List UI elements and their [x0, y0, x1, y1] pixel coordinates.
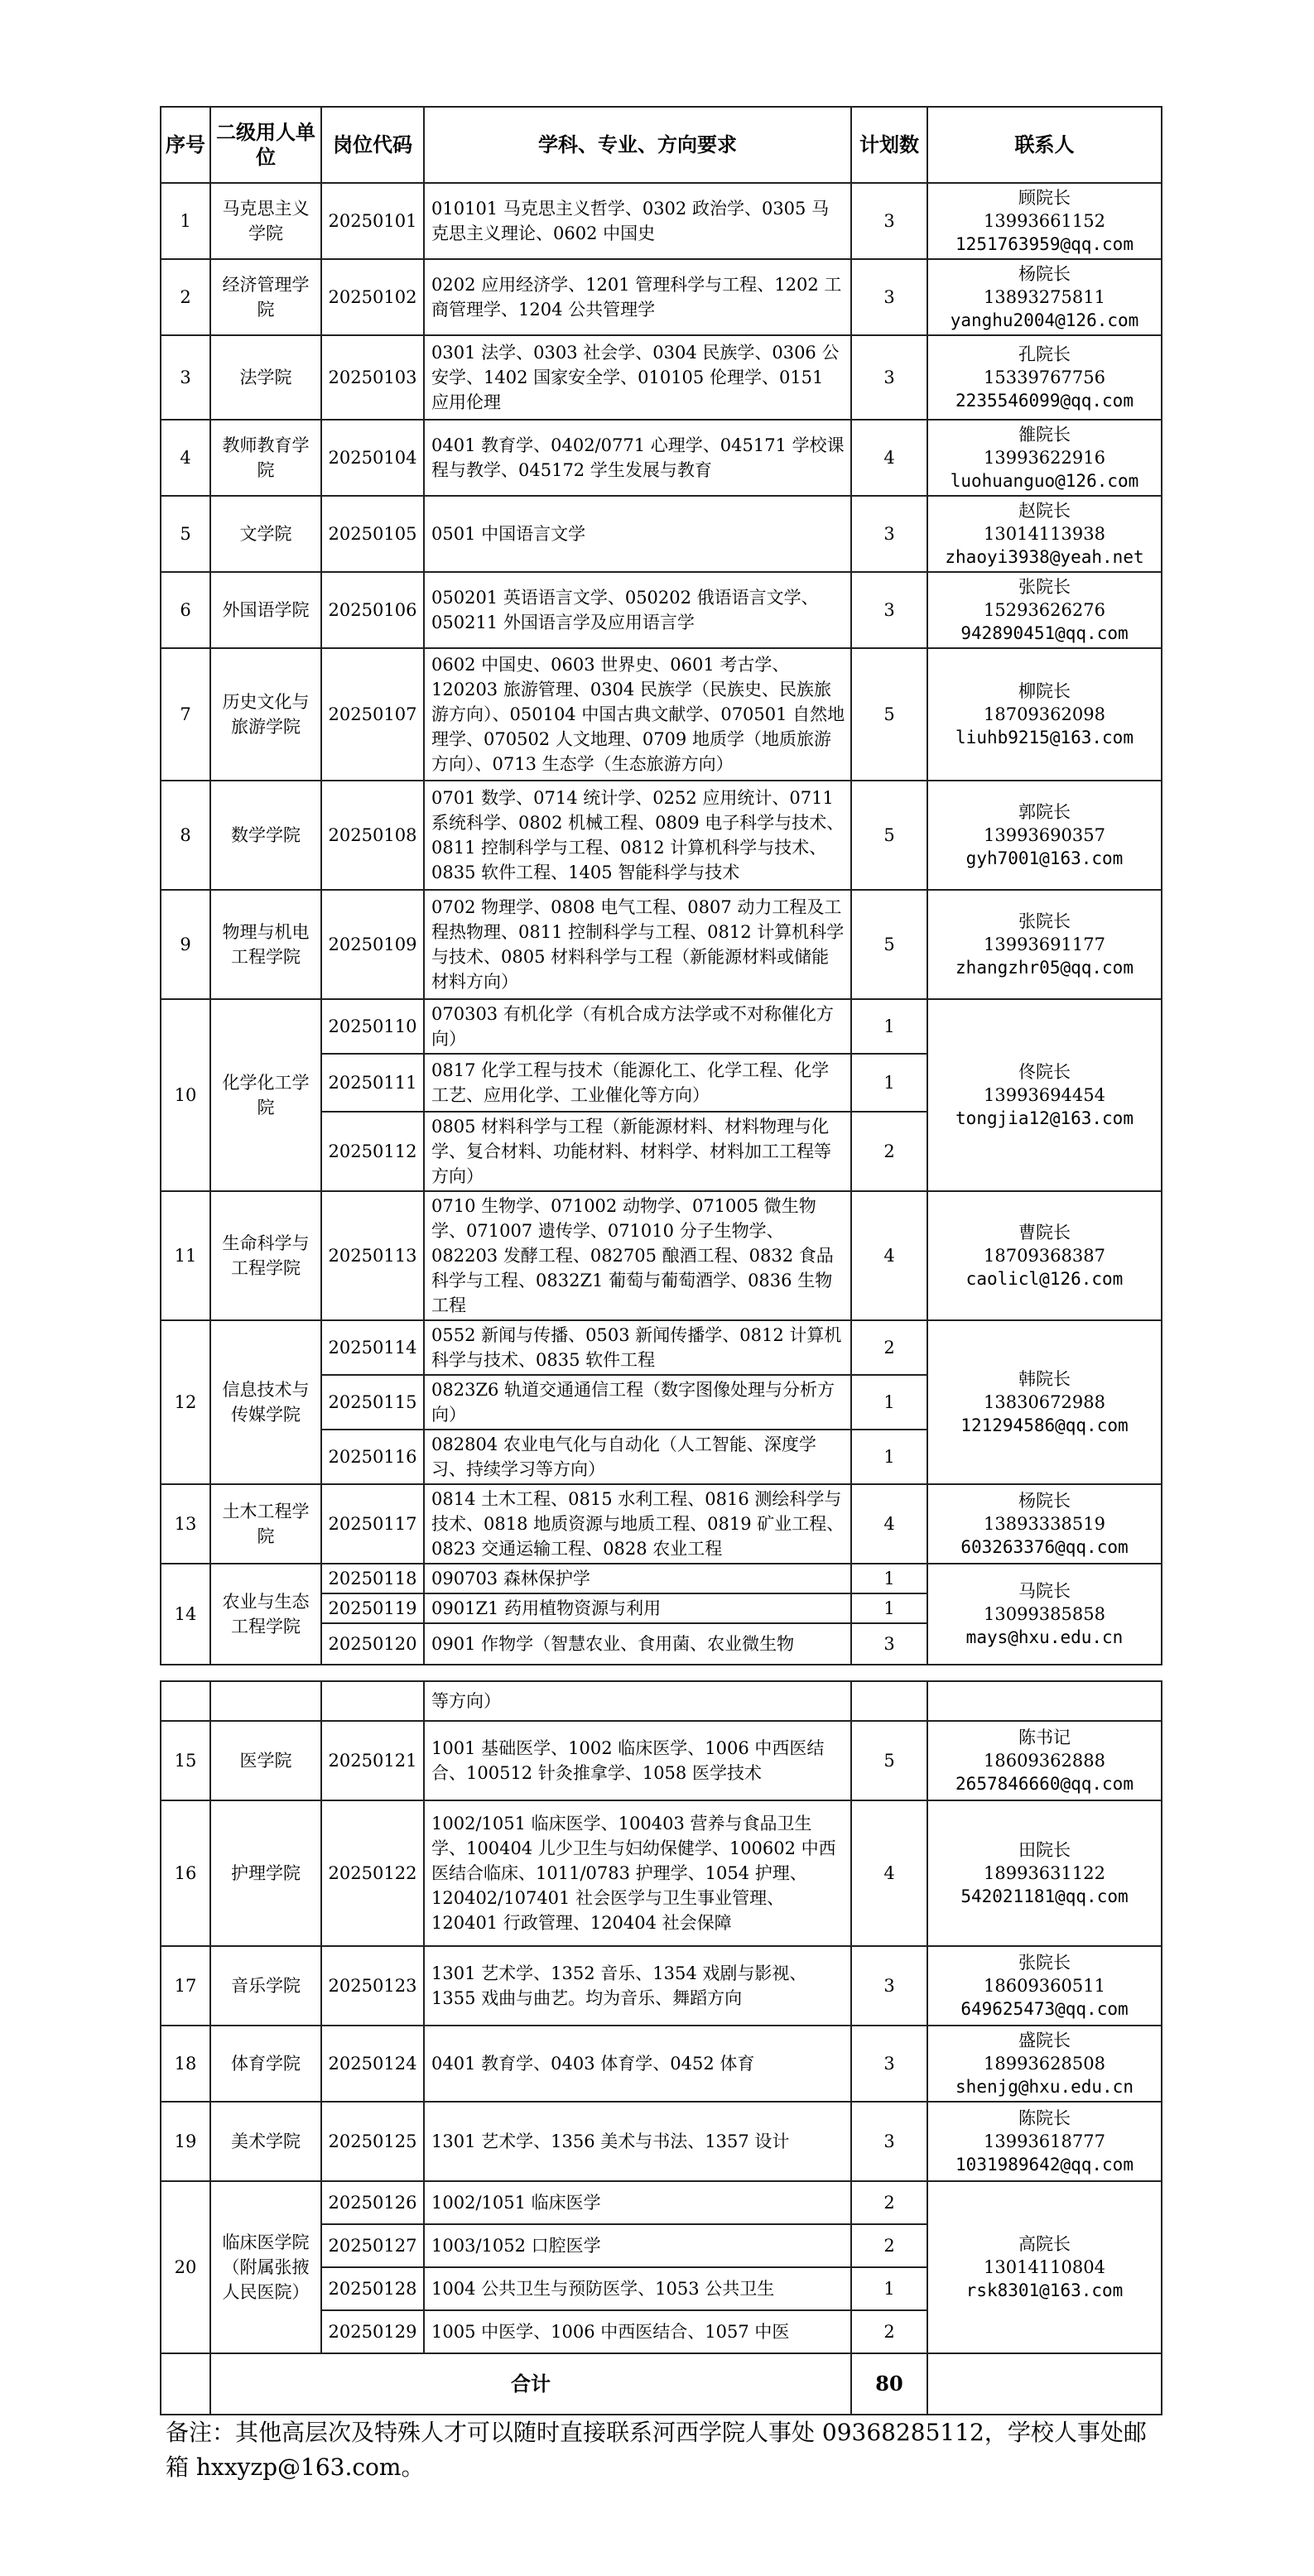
- subject-requirement: 0602 中国史、0603 世界史、0601 考古学、120203 旅游管理、0304 民族学（民族史、民族旅游方向）、050104 中国古典文献学、070501 自然地理学、070502 人文地理、0709 地质学（地质旅游方向）、0713 生态学（生态旅游方向）: [424, 648, 851, 781]
- contact-name: 张院长: [1018, 1953, 1071, 1973]
- plan-count: 5: [851, 890, 927, 999]
- row-seq: 2: [161, 259, 210, 335]
- contact-email: rsk8301@163.com: [965, 2280, 1124, 2300]
- contact-cell: [927, 420, 1162, 496]
- table-row: [161, 183, 1162, 259]
- contact-phone: 13993618777: [984, 2131, 1105, 2151]
- plan-count: 4: [851, 1484, 927, 1564]
- plan-count: 1: [851, 1593, 927, 1623]
- subject-requirement: 0202 应用经济学、1201 管理科学与工程、1202 工商管理学、1204 公共管理学: [424, 259, 851, 335]
- contact-email: 2657846660@qq.com: [955, 1774, 1134, 1794]
- row-unit: 护理学院: [210, 1800, 321, 1946]
- post-code: 20250127: [321, 2224, 424, 2267]
- row-unit: 农业与生态工程学院: [210, 1564, 321, 1665]
- plan-count: 3: [851, 1946, 927, 2026]
- contact-email: yanghu2004@126.com: [950, 310, 1139, 330]
- row-seq: 8: [161, 781, 210, 890]
- plan-count: 1: [851, 1430, 927, 1484]
- header-seq: 序号: [161, 107, 210, 183]
- plan-count: 1: [851, 999, 927, 1054]
- contact-cell: [927, 183, 1162, 259]
- contact-name: 佟院长: [1018, 1062, 1071, 1082]
- contact-name: 顾院长: [1018, 188, 1071, 208]
- contact-cell: [927, 335, 1162, 420]
- contact-cell: [927, 648, 1162, 781]
- contact-phone: 13830672988: [984, 1392, 1105, 1412]
- contact-email: 1251763959@qq.com: [955, 234, 1134, 254]
- contact-cell: [927, 999, 1162, 1191]
- contact-cell: [927, 1484, 1162, 1564]
- contact-phone: 13099385858: [984, 1604, 1105, 1624]
- subject-requirement: 0702 物理学、0808 电气工程、0807 动力工程及工程热物理、0811 控制科学与工程、0812 计算机科学与技术、0805 材料科学与工程（新能源材料或储能材料方向）: [424, 890, 851, 999]
- contact-phone: 18993628508: [984, 2054, 1105, 2074]
- contact-email: 1031989642@qq.com: [955, 2155, 1134, 2175]
- contact-phone: 15339767756: [984, 368, 1105, 387]
- plan-count: 1: [851, 2267, 927, 2310]
- contact-name: 孔院长: [1018, 344, 1071, 364]
- contact-email: 2235546099@qq.com: [955, 391, 1134, 411]
- plan-count: 5: [851, 648, 927, 781]
- row-unit: 经济管理学院: [210, 259, 321, 335]
- table-row: [161, 1946, 1162, 2026]
- post-code: 20250107: [321, 648, 424, 781]
- post-code: 20250108: [321, 781, 424, 890]
- contact-name: 赵院长: [1018, 501, 1071, 521]
- row-unit: 音乐学院: [210, 1946, 321, 2026]
- post-code: 20250113: [321, 1191, 424, 1320]
- table-row: [161, 496, 1162, 572]
- row-unit: 美术学院: [210, 2102, 321, 2181]
- plan-count: 3: [851, 496, 927, 572]
- subject-requirement: 0805 材料科学与工程（新能源材料、材料物理与化学、复合材料、功能材料、材料学、材料加工工程等方向）: [424, 1112, 851, 1191]
- subject-requirement: 082804 农业电气化与自动化（人工智能、深度学习、持续学习等方向）: [424, 1430, 851, 1484]
- post-code: 20250123: [321, 1946, 424, 2026]
- plan-count: 5: [851, 1721, 927, 1800]
- contact-name: 张院长: [1018, 577, 1071, 597]
- subject-requirement: 0301 法学、0303 社会学、0304 民族学、0306 公安学、1402 国家安全学、010105 伦理学、0151 应用伦理: [424, 335, 851, 420]
- contact-phone: 13893275811: [984, 287, 1105, 307]
- row-unit: 教师教育学院: [210, 420, 321, 496]
- header-subject: 学科、专业、方向要求: [424, 107, 851, 183]
- contact-phone: 18609362888: [984, 1751, 1105, 1771]
- contact-phone: 15293626276: [984, 600, 1105, 620]
- contact-phone: 13993622916: [984, 448, 1105, 468]
- row-unit: 信息技术与传媒学院: [210, 1320, 321, 1484]
- contact-email: 542021181@qq.com: [960, 1886, 1129, 1906]
- contact-email: 121294586@qq.com: [960, 1415, 1129, 1435]
- subject-requirement: 090703 森林保护学: [424, 1564, 851, 1593]
- row-seq: 9: [161, 890, 210, 999]
- subject-requirement: 010101 马克思主义哲学、0302 政治学、0305 马克思主义理论、0602 中国史: [424, 183, 851, 259]
- subject-requirement: 0814 土木工程、0815 水利工程、0816 测绘科学与技术、0818 地质资源与地质工程、0819 矿业工程、0823 交通运输工程、0828 农业工程: [424, 1484, 851, 1564]
- table-row: [161, 572, 1162, 648]
- post-code: 20250128: [321, 2267, 424, 2310]
- plan-count: 3: [851, 2026, 927, 2102]
- row-seq: 16: [161, 1800, 210, 1946]
- plan-count: 2: [851, 1112, 927, 1191]
- contact-name: 柳院长: [1018, 681, 1071, 701]
- post-code: 20250116: [321, 1430, 424, 1484]
- contact-cell: [927, 496, 1162, 572]
- row-unit: 历史文化与旅游学院: [210, 648, 321, 781]
- row-unit: 体育学院: [210, 2026, 321, 2102]
- subject-requirement: 0710 生物学、071002 动物学、071005 微生物学、071007 遗传学、071010 分子生物学、082203 发酵工程、082705 酿酒工程、0832 食品科学与工程、0832Z1 葡萄与葡萄酒学、0836 生物工程: [424, 1191, 851, 1320]
- total-value: 80: [851, 2353, 927, 2415]
- row-seq: 18: [161, 2026, 210, 2102]
- post-code: 20250104: [321, 420, 424, 496]
- row-seq: 15: [161, 1721, 210, 1800]
- plan-count: 2: [851, 2181, 927, 2224]
- table-header-row: [161, 107, 1162, 183]
- contact-cell: [927, 572, 1162, 648]
- row-unit: 法学院: [210, 335, 321, 420]
- table-row: [161, 999, 1162, 1054]
- table-row: [161, 1191, 1162, 1320]
- post-code: 20250118: [321, 1564, 424, 1593]
- contact-name: 杨院长: [1018, 264, 1071, 284]
- table-row: [161, 1484, 1162, 1564]
- contact-email: 649625473@qq.com: [960, 1999, 1129, 2019]
- row-seq: 1: [161, 183, 210, 259]
- post-code: 20250109: [321, 890, 424, 999]
- contact-email: gyh7001@163.com: [965, 848, 1124, 868]
- contact-email: caolicl@126.com: [965, 1269, 1124, 1289]
- plan-count: 1: [851, 1054, 927, 1112]
- subject-requirement: 1001 基础医学、1002 临床医学、1006 中西医结合、100512 针灸推拿学、1058 医学技术: [424, 1721, 851, 1800]
- plan-count: 5: [851, 781, 927, 890]
- contact-phone: 13993661152: [984, 211, 1105, 231]
- table-row: [161, 781, 1162, 890]
- subject-requirement: 0552 新闻与传播、0503 新闻传播学、0812 计算机科学与技术、0835 软件工程: [424, 1320, 851, 1375]
- post-code: 20250112: [321, 1112, 424, 1191]
- contact-email: zhangzhr05@qq.com: [955, 958, 1134, 978]
- continuation-row: [161, 1681, 1162, 1721]
- table-row: [161, 2181, 1162, 2224]
- post-code: 20250115: [321, 1375, 424, 1430]
- post-code: 20250129: [321, 2310, 424, 2353]
- row-unit: 化学化工学院: [210, 999, 321, 1191]
- table-row: [161, 1564, 1162, 1593]
- subject-requirement: 070303 有机化学（有机合成方法学或不对称催化方向）: [424, 999, 851, 1054]
- contact-phone: 13993690357: [984, 825, 1105, 845]
- post-code: 20250124: [321, 2026, 424, 2102]
- table-row: [161, 259, 1162, 335]
- table-row: [161, 1721, 1162, 1800]
- table-row: [161, 1800, 1162, 1946]
- post-code: 20250122: [321, 1800, 424, 1946]
- post-code: 20250105: [321, 496, 424, 572]
- contact-cell: [927, 890, 1162, 999]
- row-unit: 物理与机电工程学院: [210, 890, 321, 999]
- row-seq: 7: [161, 648, 210, 781]
- contact-name: 韩院长: [1018, 1369, 1071, 1389]
- contact-email: luohuanguo@126.com: [950, 471, 1139, 491]
- post-code: 20250102: [321, 259, 424, 335]
- plan-count: 3: [851, 335, 927, 420]
- row-seq: 17: [161, 1946, 210, 2026]
- table-row: [161, 648, 1162, 781]
- contact-name: 盛院长: [1018, 2031, 1071, 2050]
- table-row: [161, 2026, 1162, 2102]
- table-row: [161, 2102, 1162, 2181]
- row-unit: 土木工程学院: [210, 1484, 321, 1564]
- post-code: 20250117: [321, 1484, 424, 1564]
- contact-name: 马院长: [1018, 1581, 1071, 1601]
- contact-email: liuhb9215@163.com: [955, 728, 1134, 747]
- row-unit: 临床医学院（附属张掖人民医院）: [210, 2181, 321, 2353]
- table-row: [161, 1320, 1162, 1375]
- contact-phone: 13014110804: [984, 2257, 1105, 2277]
- subject-requirement: 0901Z1 药用植物资源与利用: [424, 1593, 851, 1623]
- post-code: 20250114: [321, 1320, 424, 1375]
- subject-requirement: 1002/1051 临床医学、100403 营养与食品卫生学、100404 儿少卫生与妇幼保健学、100602 中西医结合临床、1011/0783 护理学、1054 护理、120402/107401 社会医学与卫生事业管理、120401 行政管理、120404 社会保障: [424, 1800, 851, 1946]
- contact-phone: 18993631122: [984, 1863, 1105, 1883]
- subject-requirement: 0823Z6 轨道交通通信工程（数字图像处理与分析方向）: [424, 1375, 851, 1430]
- contact-name: 杨院长: [1018, 1491, 1071, 1511]
- contact-name: 曹院长: [1018, 1223, 1071, 1242]
- plan-count: 2: [851, 2310, 927, 2353]
- contact-phone: 13993691177: [984, 935, 1105, 954]
- contact-email: shenjg@hxu.edu.cn: [955, 2077, 1134, 2097]
- header-contact: 联系人: [927, 107, 1162, 183]
- contact-cell: [927, 1191, 1162, 1320]
- contact-cell: [927, 259, 1162, 335]
- subject-requirement: 0401 教育学、0402/0771 心理学、045171 学校课程与教学、045172 学生发展与教育: [424, 420, 851, 496]
- subject-requirement: 0401 教育学、0403 体育学、0452 体育: [424, 2026, 851, 2102]
- plan-count: 2: [851, 2224, 927, 2267]
- contact-email: zhaoyi3938@yeah.net: [945, 547, 1144, 567]
- contact-phone: 13014113938: [984, 524, 1105, 544]
- contact-phone: 18709368387: [984, 1246, 1105, 1266]
- subject-requirement: 050201 英语语言文学、050202 俄语语言文学、050211 外国语言学及应用语言学: [424, 572, 851, 648]
- subject-requirement: 1301 艺术学、1352 音乐、1354 戏剧与影视、1355 戏曲与曲艺。均为音乐、舞蹈方向: [424, 1946, 851, 2026]
- row-seq: 5: [161, 496, 210, 572]
- row-seq: 11: [161, 1191, 210, 1320]
- contact-phone: 13993694454: [984, 1085, 1105, 1105]
- row-unit: 马克思主义学院: [210, 183, 321, 259]
- contact-email: mays@hxu.edu.cn: [965, 1627, 1124, 1647]
- recruitment-table-page1: [160, 106, 1162, 1665]
- row-seq: 12: [161, 1320, 210, 1484]
- contact-name: 雒院长: [1018, 425, 1071, 445]
- row-unit: 数学学院: [210, 781, 321, 890]
- row-unit: 文学院: [210, 496, 321, 572]
- post-code: 20250125: [321, 2102, 424, 2181]
- header-unit: 二级用人单位: [210, 107, 321, 183]
- row-unit: 医学院: [210, 1721, 321, 1800]
- subject-requirement: 0901 作物学（智慧农业、食用菌、农业微生物: [424, 1623, 851, 1665]
- post-code: 20250120: [321, 1623, 424, 1665]
- contact-cell: [927, 1564, 1162, 1665]
- contact-cell: [927, 2181, 1162, 2353]
- footer-note: 备注：其他高层次及特殊人才可以随时直接联系河西学院人事处 09368285112，学校人事处邮箱 hxxyzp@163.com。: [166, 2419, 1147, 2481]
- plan-count: 3: [851, 183, 927, 259]
- post-code: 20250106: [321, 572, 424, 648]
- total-row: [161, 2353, 1162, 2415]
- row-seq: 19: [161, 2102, 210, 2181]
- plan-count: 4: [851, 1191, 927, 1320]
- plan-count: 1: [851, 1375, 927, 1430]
- recruitment-table-page2: [160, 1680, 1162, 2415]
- subject-requirement: 1301 艺术学、1356 美术与书法、1357 设计: [424, 2102, 851, 2181]
- row-seq: 10: [161, 999, 210, 1191]
- contact-cell: [927, 781, 1162, 890]
- post-code: 20250101: [321, 183, 424, 259]
- row-unit: 外国语学院: [210, 572, 321, 648]
- post-code: 20250126: [321, 2181, 424, 2224]
- post-code: 20250111: [321, 1054, 424, 1112]
- subject-requirement: 0501 中国语言文学: [424, 496, 851, 572]
- plan-count: 2: [851, 1320, 927, 1375]
- table-row: [161, 335, 1162, 420]
- post-code: 20250121: [321, 1721, 424, 1800]
- plan-count: 3: [851, 1623, 927, 1665]
- contact-email: 603263376@qq.com: [960, 1537, 1129, 1557]
- subject-requirement: 0701 数学、0714 统计学、0252 应用统计、0711 系统科学、0802 机械工程、0809 电子科学与技术、0811 控制科学与工程、0812 计算机科学与技术、0835 软件工程、1405 智能科学与技术: [424, 781, 851, 890]
- table-row: [161, 890, 1162, 999]
- contact-cell: [927, 1320, 1162, 1484]
- subject-requirement: 1002/1051 临床医学: [424, 2181, 851, 2224]
- row-seq: 3: [161, 335, 210, 420]
- row-seq: 4: [161, 420, 210, 496]
- subject-requirement: 1004 公共卫生与预防医学、1053 公共卫生: [424, 2267, 851, 2310]
- table-row: [161, 420, 1162, 496]
- contact-name: 陈院长: [1018, 2108, 1071, 2128]
- row-seq: 6: [161, 572, 210, 648]
- contact-cell: [927, 1721, 1162, 1800]
- plan-count: 1: [851, 1564, 927, 1593]
- post-code: 20250110: [321, 999, 424, 1054]
- header-plan: 计划数: [851, 107, 927, 183]
- row-seq: 13: [161, 1484, 210, 1564]
- plan-count: 3: [851, 2102, 927, 2181]
- total-label: 合计: [210, 2353, 851, 2415]
- contact-name: 郭院长: [1018, 802, 1071, 822]
- post-code: 20250119: [321, 1593, 424, 1623]
- contact-name: 田院长: [1018, 1840, 1071, 1860]
- contact-cell: [927, 1800, 1162, 1946]
- plan-count: 3: [851, 259, 927, 335]
- row-unit: 生命科学与工程学院: [210, 1191, 321, 1320]
- header-code: 岗位代码: [321, 107, 424, 183]
- continuation-text: 等方向）: [424, 1681, 851, 1721]
- post-code: 20250103: [321, 335, 424, 420]
- contact-email: 942890451@qq.com: [960, 623, 1129, 643]
- contact-name: 高院长: [1018, 2234, 1071, 2254]
- contact-phone: 18709362098: [984, 704, 1105, 724]
- contact-email: tongjia12@163.com: [955, 1108, 1134, 1128]
- row-seq: 14: [161, 1564, 210, 1665]
- subject-requirement: 0817 化学工程与技术（能源化工、化学工程、化学工艺、应用化学、工业催化等方向）: [424, 1054, 851, 1112]
- contact-name: 陈书记: [1018, 1728, 1071, 1747]
- subject-requirement: 1005 中医学、1006 中西医结合、1057 中医: [424, 2310, 851, 2353]
- contact-name: 张院长: [1018, 911, 1071, 931]
- contact-cell: [927, 1946, 1162, 2026]
- plan-count: 3: [851, 572, 927, 648]
- contact-cell: [927, 2026, 1162, 2102]
- contact-cell: [927, 2102, 1162, 2181]
- subject-requirement: 1003/1052 口腔医学: [424, 2224, 851, 2267]
- plan-count: 4: [851, 420, 927, 496]
- contact-phone: 13893338519: [984, 1514, 1105, 1534]
- plan-count: 4: [851, 1800, 927, 1946]
- contact-phone: 18609360511: [984, 1976, 1105, 1996]
- row-seq: 20: [161, 2181, 210, 2353]
